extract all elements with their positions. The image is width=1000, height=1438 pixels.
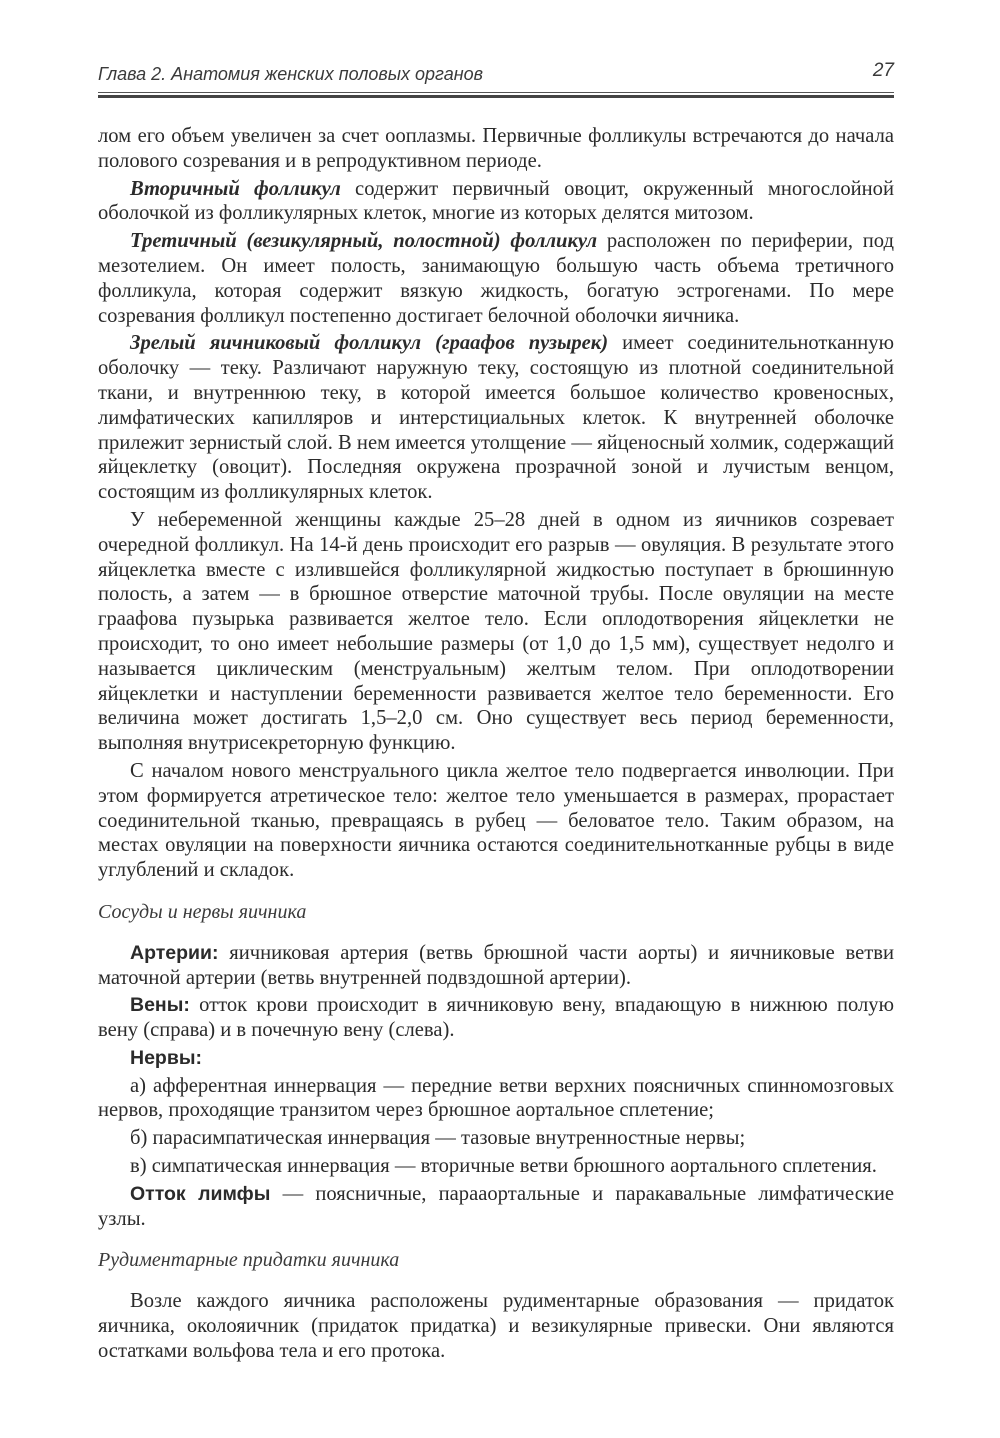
term-arteries: Артерии: — [130, 941, 219, 964]
paragraph-arteries — [98, 941, 894, 991]
section-heading-rudiments: Рудиментарные придатки яичника — [98, 1249, 400, 1272]
term-veins: Вены: — [130, 994, 190, 1017]
section-heading-vessels: Сосуды и нервы яичника — [98, 900, 307, 923]
paragraph-secondary-follicle — [98, 177, 894, 227]
term-mature-follicle: Зрелый яичниковый фолликул (граафов пузырек) — [130, 332, 609, 355]
list-item: в) симпатическая иннервация — вторичные ветви брюшного аортального сплетения. — [130, 1155, 877, 1178]
header-rule-thick — [98, 95, 894, 98]
chapter-title: Глава 2. Анатомия женских половых органов — [98, 64, 484, 84]
page-number: 27 — [872, 60, 894, 81]
paragraph-lymph — [98, 1182, 894, 1232]
running-header — [98, 60, 894, 88]
paragraph-text: содержит первичный овоцит, окруженный многослойной оболочкой из фолликулярных клеток, многие из которых делятся митозом. — [98, 177, 894, 225]
paragraph-text: — поясничные, парааортальные и паракавальные лимфатические узлы. — [98, 1182, 895, 1230]
list-item: б) парасимпатическая иннервация — тазовые внутренностные нервы; — [130, 1127, 746, 1150]
term-lymph: Отток лимфы — [130, 1182, 271, 1205]
paragraph-nerves-label — [98, 1046, 894, 1071]
paragraph-tertiary-follicle — [98, 229, 894, 328]
paragraph-rudiments: Возле каждого яичника расположены рудиментарные образования — придаток яичника, околояичник (придаток придатка) и везикулярные привески. Они являются остатками вольфова тела и его протока. — [98, 1290, 894, 1362]
term-nerves: Нервы: — [130, 1046, 202, 1069]
header-rule-thin — [98, 92, 894, 93]
term-tertiary-follicle: Третичный (везикулярный, полостной) фолликул — [130, 230, 598, 253]
paragraph-mature-follicle — [98, 331, 894, 505]
paragraph-text: отток крови происходит в яичниковую вену, впадающую в нижнюю полую вену (справа) и в почечную вену (слева). — [98, 994, 894, 1042]
paragraph-ovulation: У небеременной женщины каждые 25–28 дней в одном из яичников созревает очередной фолликул. На 14-й день происходит его разрыв — овуляция. В результате этого яйцеклетка вместе с излившейся фолликулярной жидкостью поступает в брюшинную полость, а затем — в брюшное отверстие маточной трубы. После овуляции на месте граафова пузырька развивается желтое тело. Если оплодотворения яйцеклетки не происходит, то оно имеет небольшие размеры (от 1,0 до 1,5 мм), существует недолго и называется циклическим (менструальным) желтым телом. При оплодотворении яйцеклетки и наступлении беременности развивается желтое тело беременности. Его величина может достигать 1,5–2,0 см. Оно существует весь период беременности, выполняя внутрисекреторную функцию. — [98, 508, 894, 755]
paragraph-veins — [98, 993, 894, 1043]
paragraph-text: расположен по периферии, под мезотелием. Он имеет полость, занимающую большую часть объема третичного фолликула, которая содержит вязкую жидкость, богатую эстрогенами. По мере созревания фолликул постепенно достигает белочной оболочки яичника. — [98, 230, 894, 327]
paragraph-corpus-luteum-involution: С началом нового менструального цикла желтое тело подвергается инволюции. При этом формируется атретическое тело: желтое тело уменьшается в размерах, прорастает соединительной тканью, превращаясь в рубец — беловатое тело. Таким образом, на местах овуляции на поверхности яичника остаются соединительнотканные рубцы в виде углублений и складок. — [98, 759, 894, 882]
paragraph-text: яичниковая артерия (ветвь брюшной части аорты) и яичниковые ветви маточной артерии (ветвь внутренней подвздошной артерии). — [98, 941, 894, 989]
paragraph-text: имеет соединительнотканную оболочку — теку. Различают наружную теку, состоящую из плотной соединительной ткани, и внутреннюю теку, в которой имеется большое количество кровеносных, лимфатических капилляров и интерстициальных клеток. К внутренней оболочке прилежит зернистый слой. В нем имеется утолщение — яйценосный холмик, содержащий яйцеклетку (овоцит). Последняя окружена прозрачной зоной и лучистым венцом, состоящим из фолликулярных клеток. — [98, 332, 894, 504]
list-item: а) афферентная иннервация — передние ветви верхних поясничных спинномозговых нервов, проходящие транзитом через брюшное аортальное сплетение; — [98, 1074, 894, 1122]
main-text — [98, 124, 894, 1364]
paragraph-continuation: лом его объем увеличен за счет ооплазмы. Первичные фолликулы встречаются до начала полового созревания и в репродуктивном периоде. — [98, 125, 894, 172]
term-secondary-follicle: Вторичный фолликул — [130, 177, 341, 200]
